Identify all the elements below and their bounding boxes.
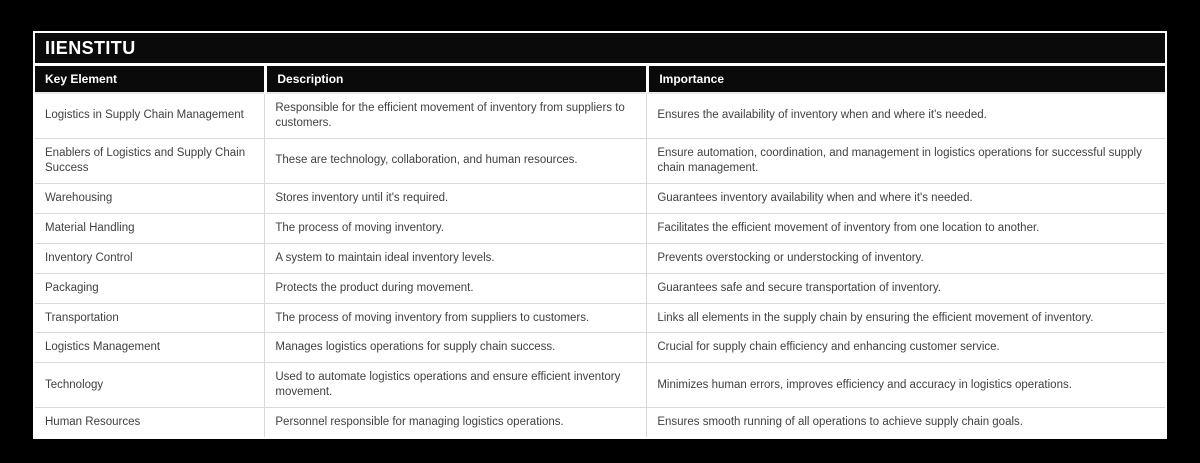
table-row bbox=[35, 214, 1165, 244]
cell-description: Protects the product during movement. bbox=[264, 274, 646, 304]
brand-title: IIENSTITU bbox=[45, 37, 136, 58]
cell-key-element: Warehousing bbox=[35, 184, 264, 214]
cell-description: These are technology, collaboration, and human resources. bbox=[264, 139, 646, 184]
cell-key-element: Technology bbox=[35, 363, 264, 408]
cell-importance: Crucial for supply chain efficiency and enhancing customer service. bbox=[646, 333, 1165, 363]
cell-importance: Facilitates the efficient movement of inventory from one location to another. bbox=[646, 214, 1165, 244]
table-row bbox=[35, 94, 1165, 139]
cell-importance: Ensures the availability of inventory when and where it's needed. bbox=[646, 94, 1165, 139]
column-header-description: Description bbox=[264, 66, 646, 94]
cell-importance: Ensure automation, coordination, and management in logistics operations for successful supply chain management. bbox=[646, 139, 1165, 184]
cell-description: Manages logistics operations for supply chain success. bbox=[264, 333, 646, 363]
column-header-importance: Importance bbox=[646, 66, 1165, 94]
table-header-row bbox=[35, 66, 1165, 94]
table-row bbox=[35, 139, 1165, 184]
table-row bbox=[35, 184, 1165, 214]
cell-key-element: Material Handling bbox=[35, 214, 264, 244]
cell-description: Used to automate logistics operations and ensure efficient inventory movement. bbox=[264, 363, 646, 408]
cell-description: Responsible for the efficient movement of inventory from suppliers to customers. bbox=[264, 94, 646, 139]
cell-description: The process of moving inventory. bbox=[264, 214, 646, 244]
brand-bar bbox=[35, 33, 1165, 63]
cell-importance: Ensures smooth running of all operations to achieve supply chain goals. bbox=[646, 408, 1165, 437]
column-header-key-element: Key Element bbox=[35, 66, 264, 94]
table-row bbox=[35, 333, 1165, 363]
cell-description: The process of moving inventory from suppliers to customers. bbox=[264, 304, 646, 334]
cell-key-element: Logistics Management bbox=[35, 333, 264, 363]
cell-description: Personnel responsible for managing logistics operations. bbox=[264, 408, 646, 437]
cell-importance: Minimizes human errors, improves efficiency and accuracy in logistics operations. bbox=[646, 363, 1165, 408]
content-card bbox=[33, 31, 1167, 439]
table-row bbox=[35, 363, 1165, 408]
table-row bbox=[35, 244, 1165, 274]
cell-key-element: Inventory Control bbox=[35, 244, 264, 274]
cell-description: Stores inventory until it's required. bbox=[264, 184, 646, 214]
cell-key-element: Logistics in Supply Chain Management bbox=[35, 94, 264, 139]
cell-importance: Guarantees inventory availability when and where it's needed. bbox=[646, 184, 1165, 214]
logistics-table bbox=[35, 66, 1165, 437]
cell-importance: Prevents overstocking or understocking of inventory. bbox=[646, 244, 1165, 274]
table-row bbox=[35, 274, 1165, 304]
cell-key-element: Transportation bbox=[35, 304, 264, 334]
cell-importance: Guarantees safe and secure transportation of inventory. bbox=[646, 274, 1165, 304]
cell-key-element: Human Resources bbox=[35, 408, 264, 437]
cell-importance: Links all elements in the supply chain by ensuring the efficient movement of inventory. bbox=[646, 304, 1165, 334]
cell-key-element: Enablers of Logistics and Supply Chain Success bbox=[35, 139, 264, 184]
cell-key-element: Packaging bbox=[35, 274, 264, 304]
table-row bbox=[35, 408, 1165, 437]
table-row bbox=[35, 304, 1165, 334]
cell-description: A system to maintain ideal inventory levels. bbox=[264, 244, 646, 274]
